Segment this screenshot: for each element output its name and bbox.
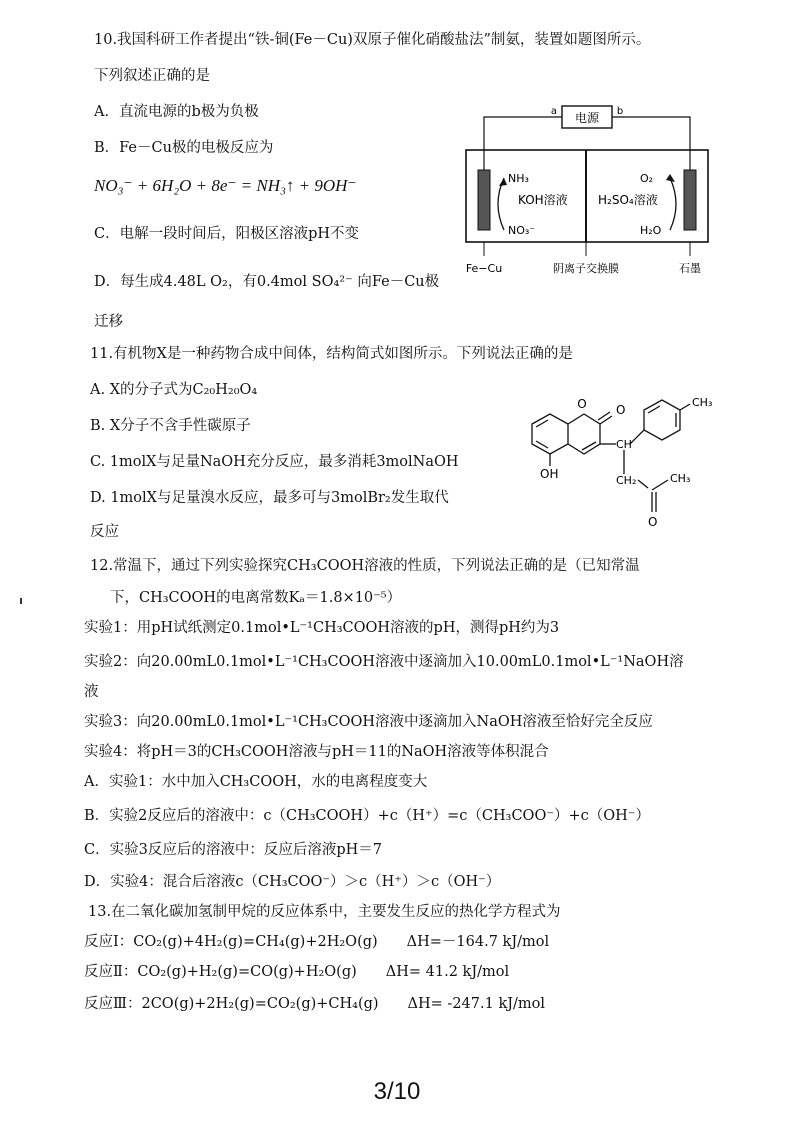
svg-text:O: O	[577, 397, 587, 411]
q13-reaction-2: 反应Ⅱ：CO₂(g)+H₂(g)=CO(g)+H₂O(g) ΔH= 41.2 kJ/mol	[84, 964, 510, 980]
q12-option-d: D．实验4：混合后溶液c（CH₃COO⁻）＞c（H⁺）＞c（OH⁻）	[84, 874, 501, 890]
svg-text:H₂O: H₂O	[640, 224, 662, 237]
svg-text:O: O	[648, 515, 658, 529]
graphite-electrode	[684, 170, 696, 230]
q11-option-a: A. X的分子式为C₂₀H₂₀O₄	[90, 382, 258, 398]
q11-option-c: C. 1molX与足量NaOH充分反应，最多消耗3molNaOH	[90, 454, 459, 470]
power-label: 电源	[574, 111, 600, 125]
svg-text:CH: CH	[616, 438, 632, 451]
terminal-a: a	[550, 106, 558, 117]
q12-exp-2: 实验2：向20.00mL0.1mol•L⁻¹CH₃COOH溶液中逐滴加入10.00mL0.1mol•L⁻¹NaOH溶	[84, 654, 684, 670]
margin-mark	[20, 598, 22, 604]
svg-text:CH₃: CH₃	[692, 396, 713, 409]
svg-text:CH₂: CH₂	[616, 474, 637, 487]
q10-option-a: A．直流电源的b极为负极	[94, 104, 259, 120]
q10-option-c: C．电解一段时间后，阳极区溶液pH不变	[94, 226, 360, 242]
molecule-structure	[512, 384, 728, 532]
q12-exp-2-cont: 液	[84, 684, 99, 700]
q10-ask: 下列叙述正确的是	[94, 68, 210, 84]
q11-option-b: B. X分子不含手性碳原子	[90, 418, 251, 434]
page-number: 3/10	[373, 1078, 421, 1105]
q12-exp-4: 实验4：将pH＝3的CH₃COOH溶液与pH＝11的NaOH溶液等体积混合	[84, 744, 549, 760]
q13-stem: 13.在二氧化碳加氢制甲烷的反应体系中，主要发生反应的热化学方程式为	[88, 904, 561, 920]
q11-option-d: D. 1molX与足量溴水反应，最多可与3molBr₂发生取代	[90, 490, 449, 506]
q10-stem: 10.我国科研工作者提出“铁-铜(Fe－Cu)双原子催化硝酸盐法”制氨，装置如题图所示。	[94, 32, 651, 48]
q11-option-d-cont: 反应	[90, 524, 119, 540]
q13-reaction-1: 反应Ⅰ：CO₂(g)+4H₂(g)=CH₄(g)+2H₂O(g) ΔH=－164.7 kJ/mol	[84, 934, 550, 950]
svg-text:KOH溶液: KOH溶液	[518, 193, 568, 207]
fe-cu-electrode	[478, 170, 490, 230]
q12-stem-2: 下，CH₃COOH的电离常数Kₐ＝1.8×10⁻⁵）	[110, 590, 402, 606]
q10-option-d: D．每生成4.48L O₂，有0.4mol SO₄²⁻ 向Fe－Cu极	[94, 274, 440, 290]
q11-stem: 11.有机物X是一种药物合成中间体，结构简式如图所示。下列说法正确的是	[90, 346, 573, 362]
svg-text:NO₃⁻: NO₃⁻	[508, 224, 536, 237]
q12-stem-1: 12.常温下，通过下列实验探究CH₃COOH溶液的性质，下列说法正确的是（已知常温	[90, 558, 640, 574]
svg-text:CH₃: CH₃	[670, 472, 691, 485]
q10-equation: NO₃⁻ + 6H₂O + 8e⁻ = NH₃↑ + 9OH⁻	[94, 176, 357, 195]
q12-option-c: C．实验3反应后的溶液中：反应后溶液pH＝7	[84, 842, 382, 858]
q10-option-b: B．Fe－Cu极的电极反应为	[94, 140, 274, 156]
q13-reaction-3: 反应Ⅲ：2CO(g)+2H₂(g)=CO₂(g)+CH₄(g) ΔH= -247.1 kJ/mol	[84, 996, 546, 1012]
q10-option-d-cont: 迁移	[94, 314, 123, 330]
q12-option-a: A．实验1：水中加入CH₃COOH，水的电离程度变大	[84, 774, 428, 790]
electrolysis-diagram	[462, 100, 722, 280]
q12-option-b: B．实验2反应后的溶液中：c（CH₃COOH）+c（H⁺）=c（CH₃COO⁻）+c（OH⁻）	[84, 808, 650, 824]
q12-exp-1: 实验1：用pH试纸测定0.1mol•L⁻¹CH₃COOH溶液的pH，测得pH约为3	[84, 620, 560, 636]
graphite-label: 石墨	[679, 262, 701, 275]
q12-exp-3: 实验3：向20.00mL0.1mol•L⁻¹CH₃COOH溶液中逐滴加入NaOH溶液至恰好完全反应	[84, 714, 653, 730]
membrane-label: 阴离子交换膜	[553, 262, 619, 275]
svg-text:O₂: O₂	[640, 172, 654, 185]
svg-text:OH: OH	[540, 467, 559, 481]
svg-text:O: O	[616, 403, 626, 417]
svg-text:H₂SO₄溶液: H₂SO₄溶液	[598, 193, 658, 207]
svg-text:NH₃: NH₃	[508, 172, 529, 185]
fe-cu-label: Fe−Cu	[465, 262, 503, 275]
terminal-b: b	[616, 106, 624, 117]
